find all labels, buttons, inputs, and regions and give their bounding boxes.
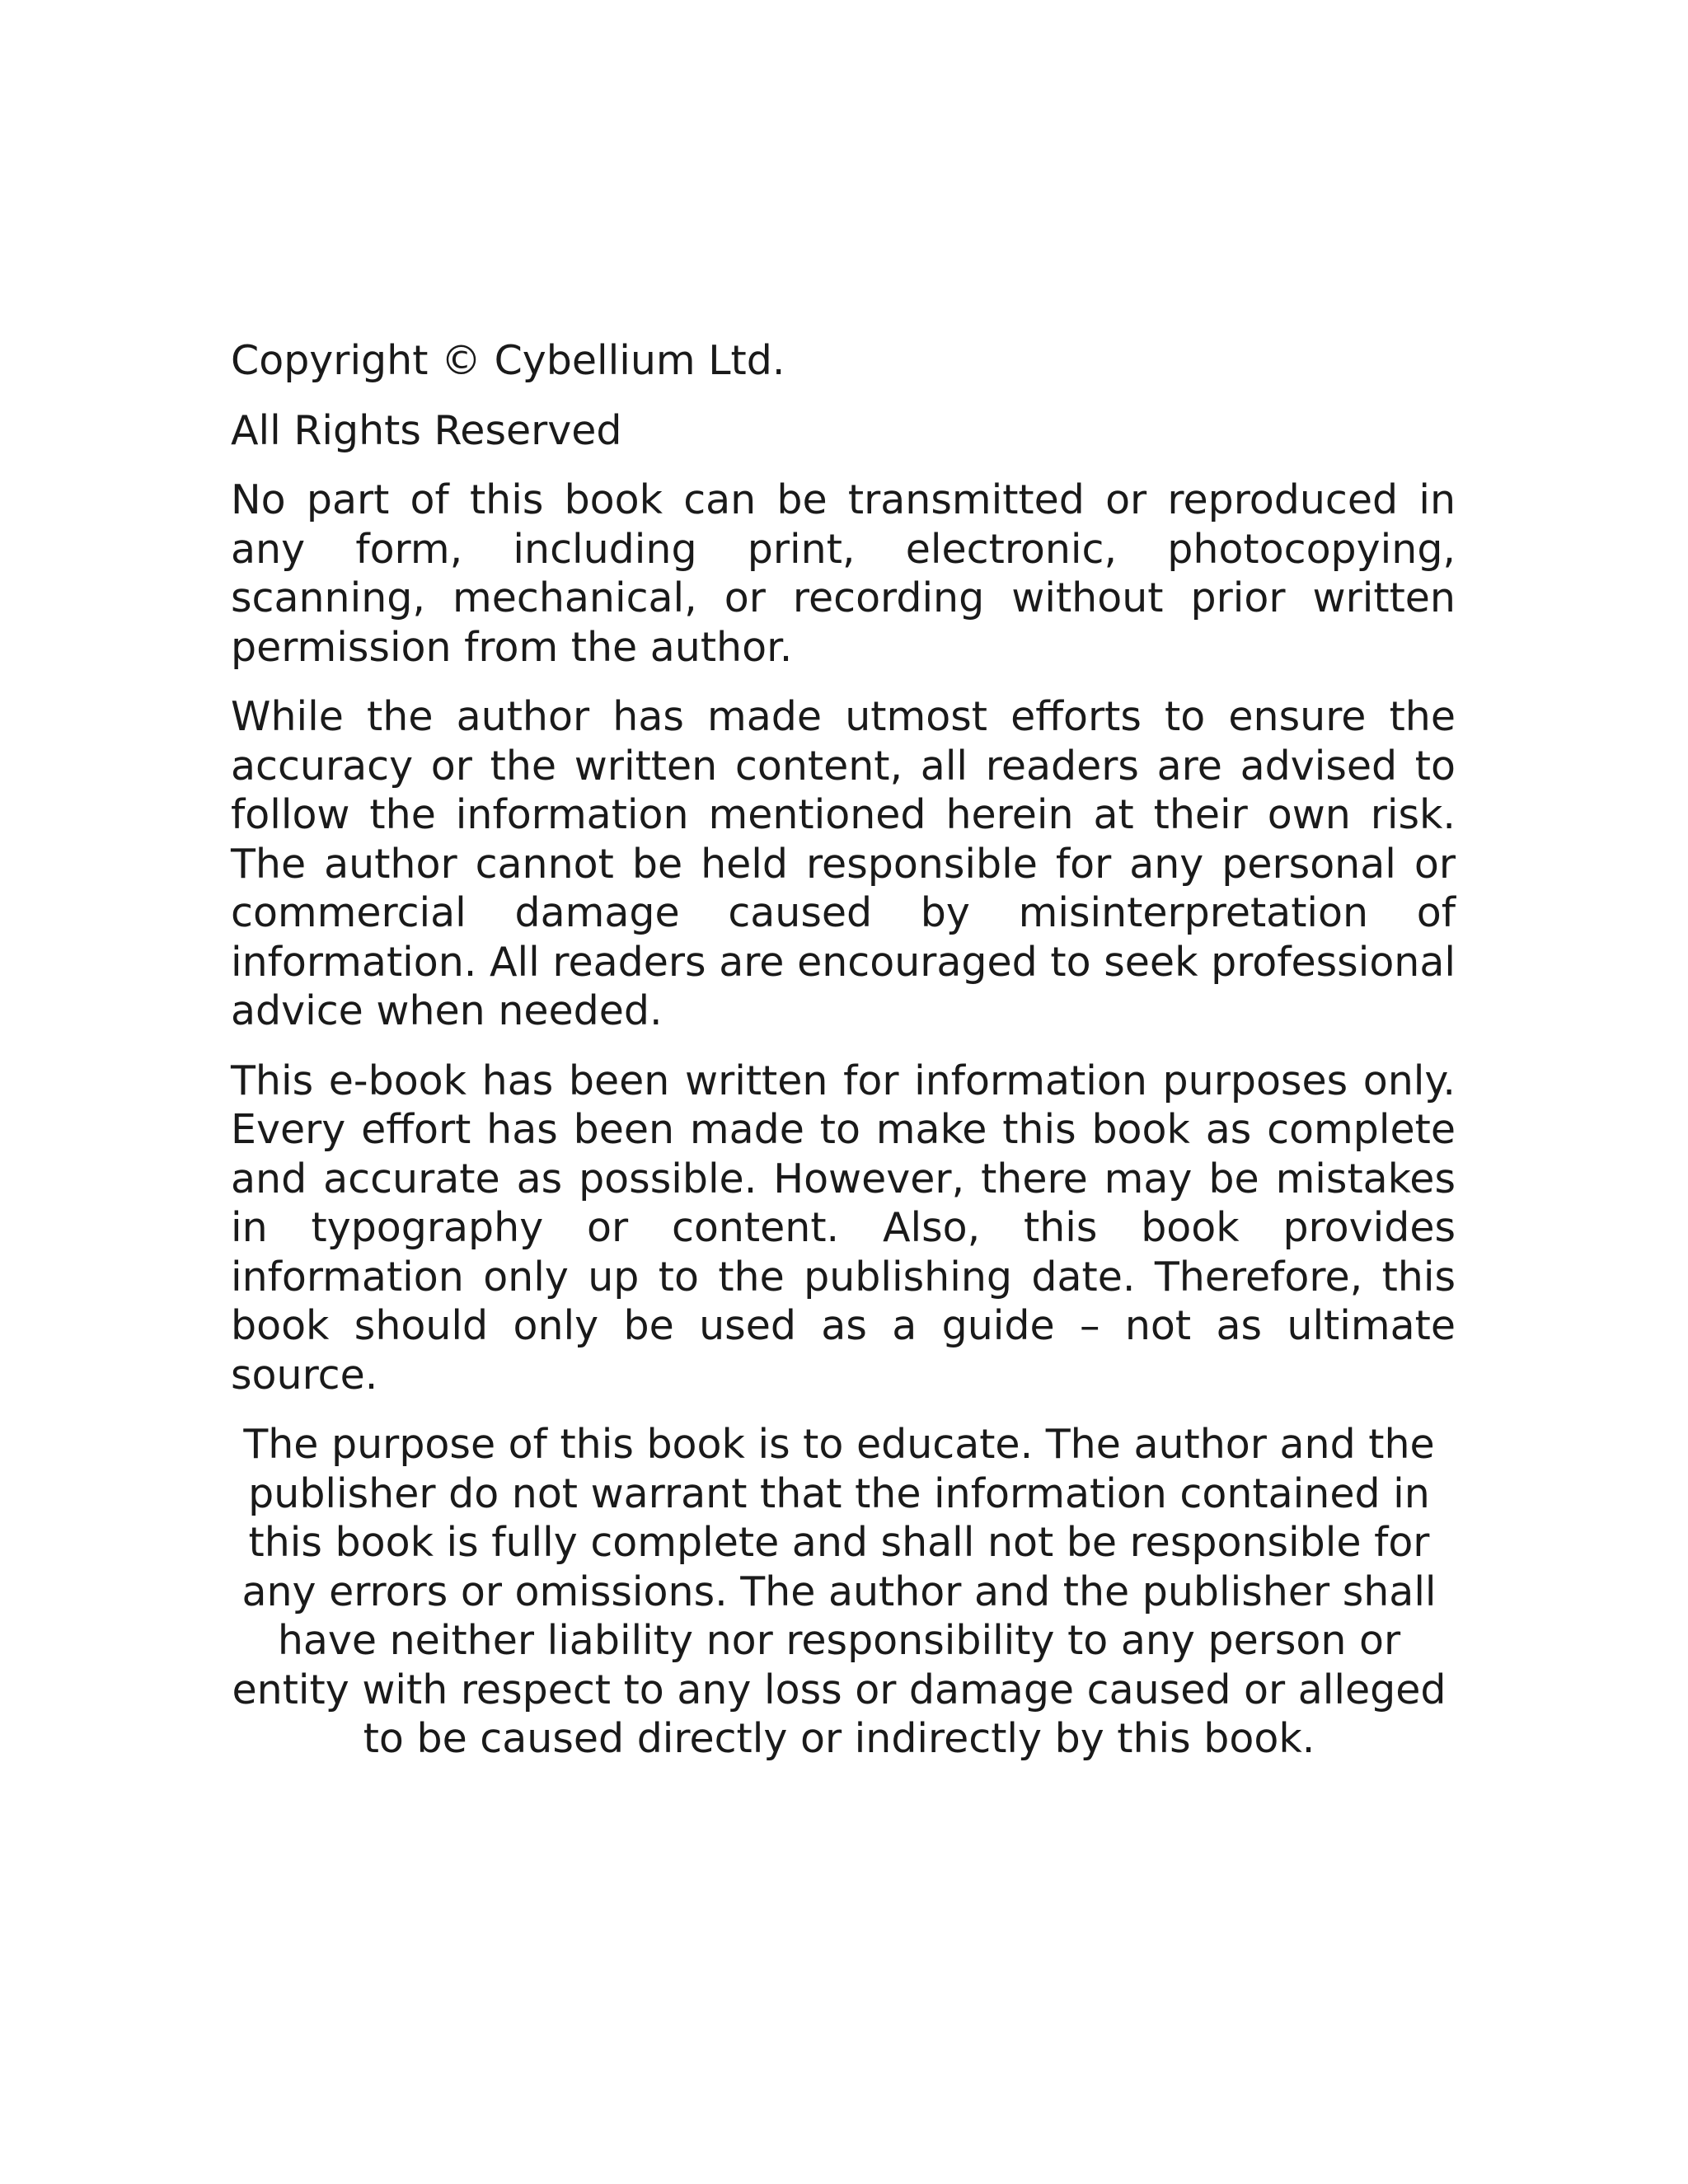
information-purpose-paragraph: This e-book has been written for information purposes only. Every effort has been made to make this book as complete and accurate as possible. However, there may be mistakes in typography or content. Also, this book provides information only up to the publishing date. Therefore, this book should only be used as a guide – not as ultimate source. (231, 1057, 1456, 1399)
copyright-page-content (231, 336, 1456, 1764)
reproduction-notice-paragraph: No part of this book can be transmitted or reproduced in any form, including print, electronic, photocopying, scanning, mechanical, or recording without prior written permission from the author. (231, 476, 1456, 671)
copyright-line: Copyright © Cybellium Ltd. (231, 337, 785, 384)
rights-reserved-line: All Rights Reserved (231, 406, 622, 454)
disclaimer-paragraph: While the author has made utmost efforts to ensure the accuracy or the written content, all readers are advised to follow the information mentioned herein at their own risk. The author cannot be held responsible for any personal or commercial damage caused by misinterpretation of information. All readers are encouraged to seek professional advice when needed. (231, 693, 1456, 1034)
liability-paragraph: The purpose of this book is to educate. The author and the publisher do not warrant that the information contained in this book is fully complete and shall not be responsible for any errors or omissions. The author and the publisher shall have neither liability nor responsibility to any person or entity with respect to any loss or damage caused or alleged to be caused directly or indirectly by this book. (232, 1421, 1447, 1762)
